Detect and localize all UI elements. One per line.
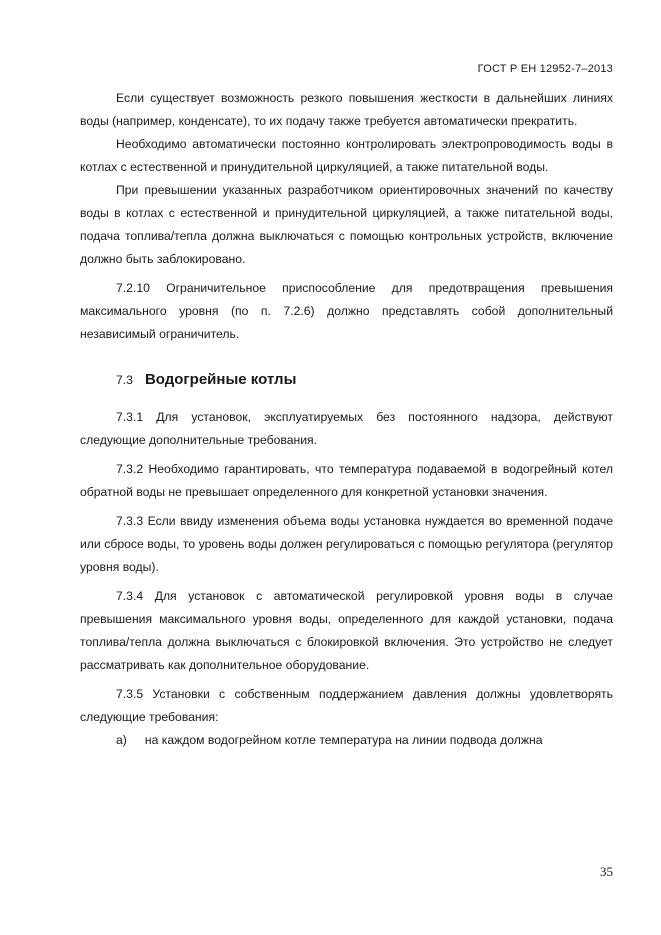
clause-7-3-5: 7.3.5 Установки с собственным поддержанием давления должны удовлетворять следующие требования: — [80, 687, 613, 724]
document-code-header: ГОСТ Р ЕН 12952-7–2013 — [477, 63, 613, 75]
paragraph-conductivity-monitoring: Необходимо автоматически постоянно контролировать электропроводимость воды в котлах с естественной и принудительной циркуляцией, а также питательной воды. — [80, 137, 613, 174]
section-title: Водогрейные котлы — [144, 371, 297, 388]
section-number: 7.3 — [116, 373, 133, 387]
list-marker: а) — [116, 733, 127, 747]
list-item-text: на каждом водогрейном котле температура на линии подвода должна — [144, 733, 543, 747]
document-body — [80, 87, 613, 752]
clause-7-3-3: 7.3.3 Если ввиду изменения объема воды установка нуждается во временной подаче или сбросе воды, то уровень воды должен регулироваться с помощью регулятора (регулятор уровня воды). — [80, 514, 613, 574]
clause-7-3-4: 7.3.4 Для установок с автоматической регулировкой уровня воды в случае превышения максимального уровня воды, определенного для каждой установки, подача топлива/тепла должна выключаться с блокировкой включения. Это устройство не следует рассматривать как дополнительное оборудование. — [80, 589, 613, 672]
section-heading — [80, 368, 613, 392]
paragraph-quality-exceeded: При превышении указанных разработчиком ориентировочных значений по качеству воды в котлах с естественной и принудительной циркуляцией, а также питательной воды, подача топлива/тепла должна выключаться с помощью контрольных устройств, включение должно быть заблокировано. — [80, 183, 613, 266]
paragraph-hardness-shutoff: Если существует возможность резкого повышения жесткости в дальнейших линиях воды (например, конденсате), то их подачу также требуется автоматически прекратить. — [80, 91, 613, 128]
page-number: 35 — [600, 864, 613, 879]
clause-7-3-1: 7.3.1 Для установок, эксплуатируемых без постоянного надзора, действуют следующие дополнительные требования. — [80, 410, 613, 447]
clause-7-2-10: 7.2.10 Ограничительное приспособление для предотвращения превышения максимального уровня (по п. 7.2.6) должно представлять собой дополнительный независимый ограничитель. — [80, 281, 613, 341]
clause-7-3-2: 7.3.2 Необходимо гарантировать, что температура подаваемой в водогрейный котел обратной воды не превышает определенного для конкретной установки значения. — [80, 462, 613, 499]
list-item-a — [80, 729, 613, 752]
